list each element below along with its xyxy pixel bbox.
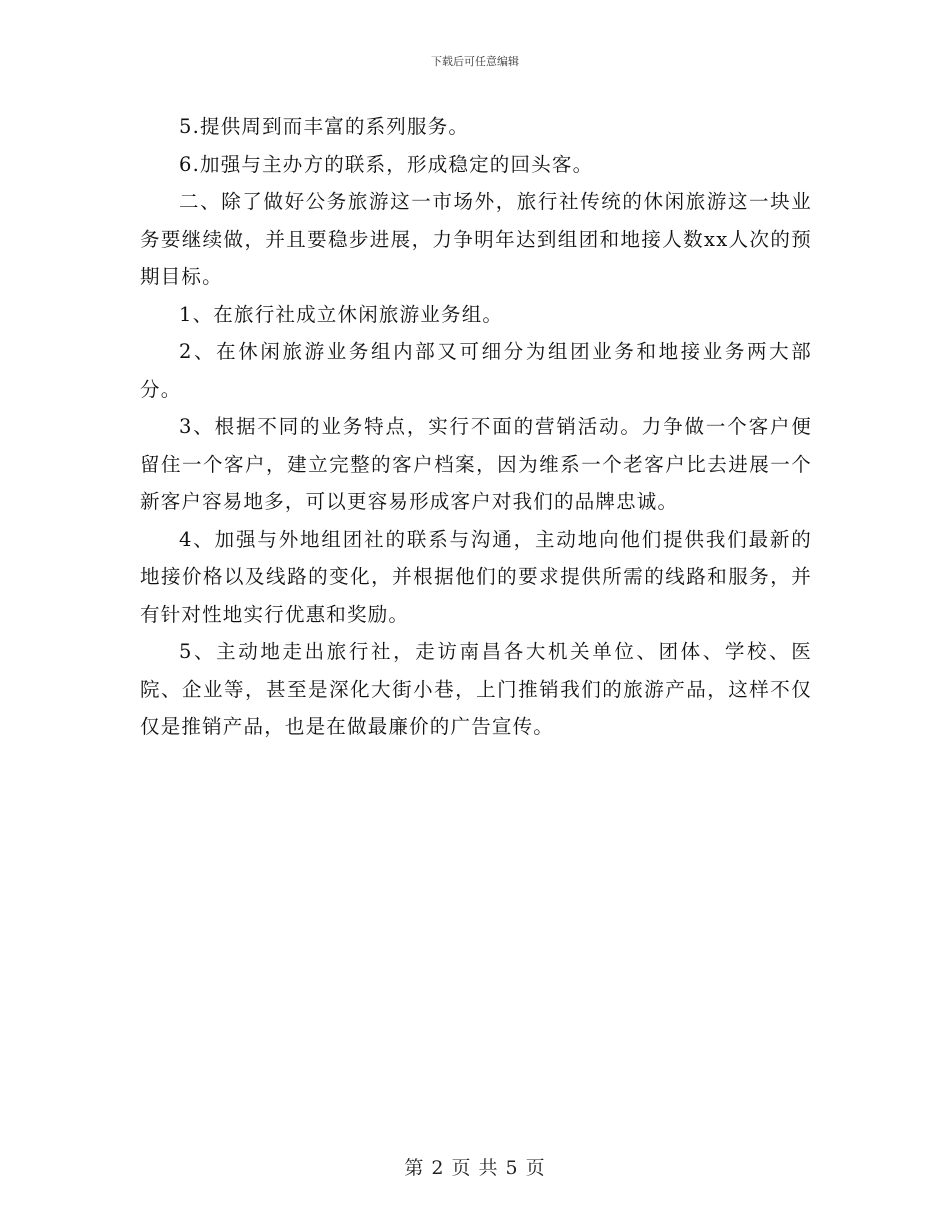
document-body — [140, 108, 812, 746]
paragraph-item-4: 4、加强与外地组团社的联系与沟通，主动地向他们提供我们最新的地接价格以及线路的变化，并根据他们的要求提供所需的线路和服务，并有针对性地实行优惠和奖励。 — [140, 527, 812, 626]
paragraph-organizer-relations: 6.加强与主办方的联系，形成稳定的回头客。 — [179, 152, 594, 176]
paragraph-item-1: 1、在旅行社成立休闲旅游业务组。 — [179, 302, 504, 326]
paragraph-leisure-tourism: 二、除了做好公务旅游这一市场外，旅行社传统的休闲旅游这一块业务要继续做，并且要稳步进展，力争明年达到组团和地接人数xx人次的预期目标。 — [140, 190, 812, 288]
page-number: 第 2 页 共 5 页 — [404, 1157, 546, 1179]
paragraph-item-5: 5、主动地走出旅行社，走访南昌各大机关单位、团体、学校、医院、企业等，甚至是深化大街小巷，上门推销我们的旅游产品，这样不仅仅是推销产品，也是在做最廉价的广告宣传。 — [140, 640, 812, 738]
page-header: 下载后可任意编辑 — [431, 55, 519, 68]
paragraph-item-3: 3、根据不同的业务特点，实行不面的营销活动。力争做一个客户便留住一个客户，建立完整的客户档案，因为维系一个老客户比去进展一个新客户容易地多，可以更容易形成客户对我们的品牌忠诚。 — [140, 415, 812, 513]
paragraph-item-2: 2、在休闲旅游业务组内部又可细分为组团业务和地接业务两大部分。 — [140, 340, 812, 401]
paragraph-service: 5.提供周到而丰富的系列服务。 — [179, 115, 470, 138]
